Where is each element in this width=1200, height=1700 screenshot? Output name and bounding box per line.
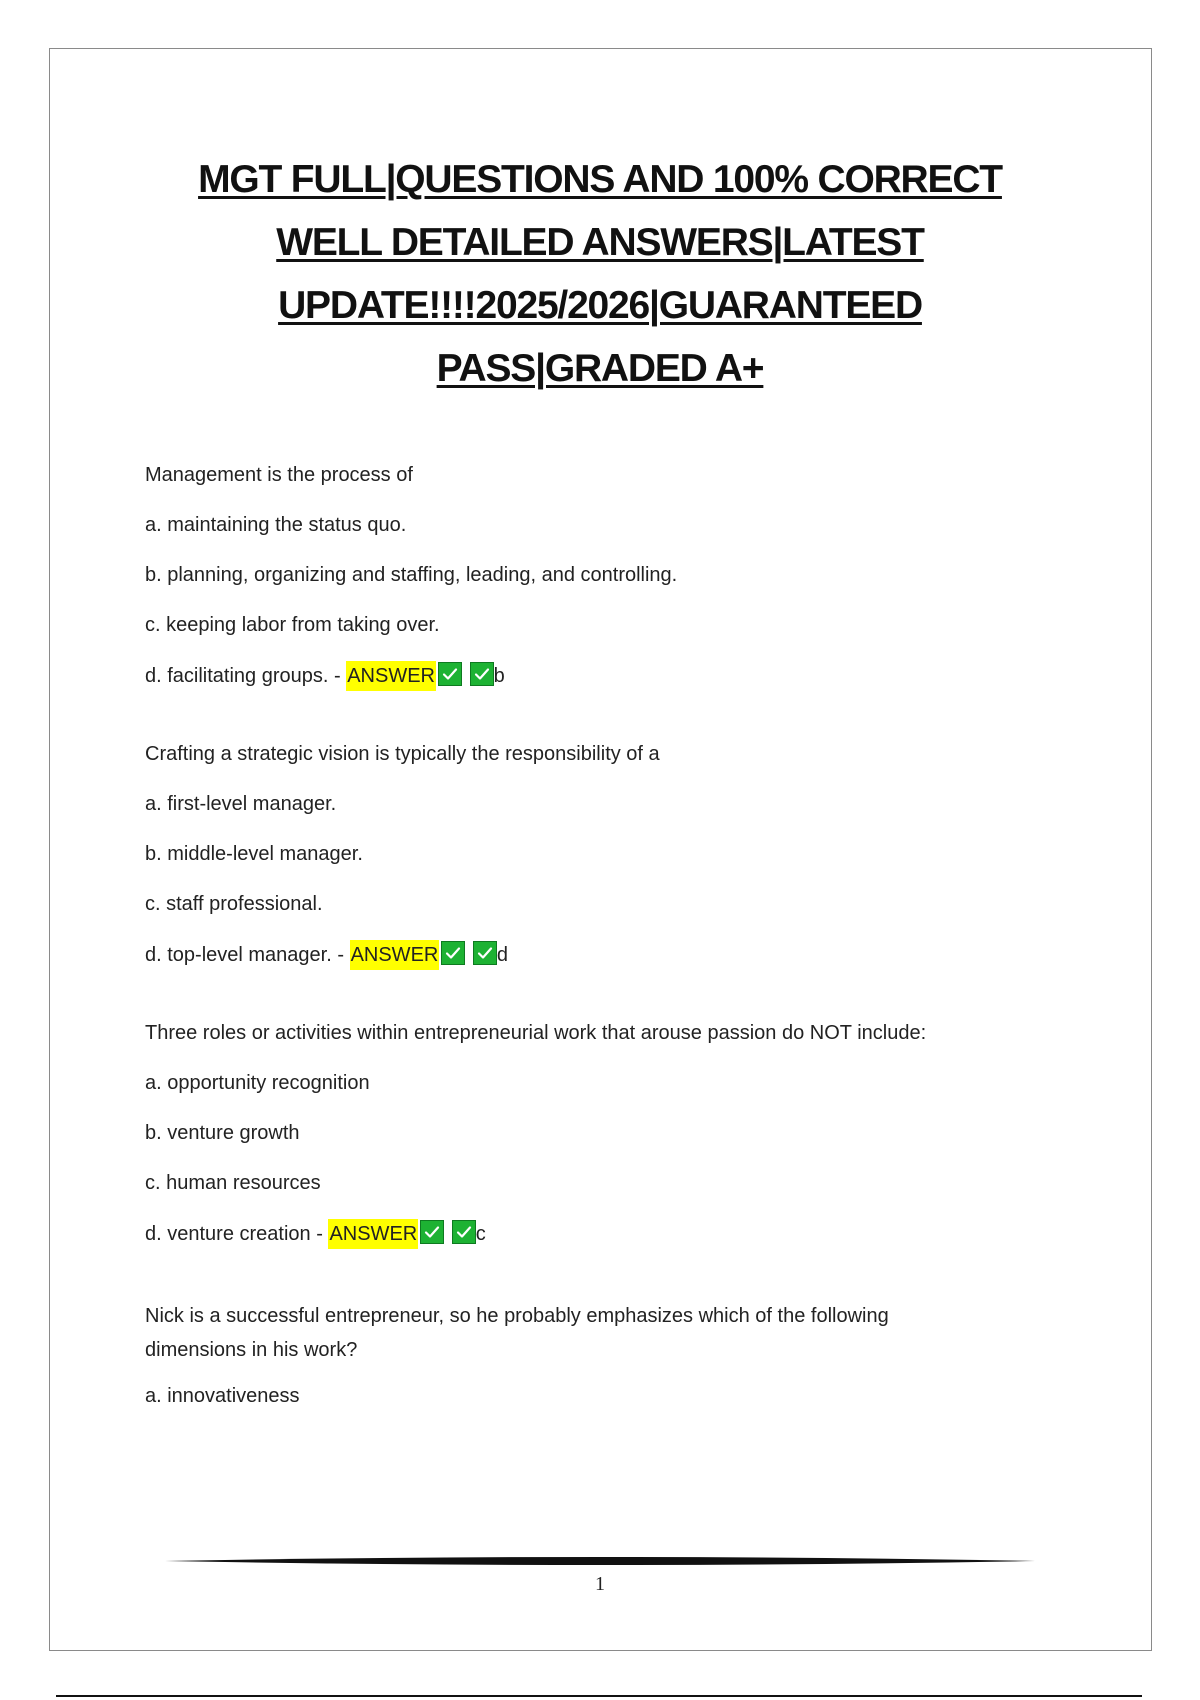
option-a: a. first-level manager. bbox=[145, 793, 337, 815]
option-d-with-answer bbox=[145, 662, 1045, 689]
check-box-icon bbox=[470, 662, 494, 686]
answer-value: d bbox=[496, 944, 509, 966]
page-bottom-rule bbox=[56, 1695, 1142, 1697]
question-text: Management is the process of bbox=[145, 464, 413, 486]
question-block bbox=[145, 1299, 1045, 1409]
option-c: c. human resources bbox=[145, 1172, 321, 1194]
page-number: 1 bbox=[595, 1573, 605, 1595]
document-title bbox=[150, 148, 1050, 400]
question-block bbox=[145, 1020, 1045, 1247]
check-box-icon bbox=[441, 941, 465, 965]
question-text: Three roles or activities within entrepreneurial work that arouse passion do NOT include: bbox=[145, 1022, 927, 1044]
question-block bbox=[145, 741, 1045, 968]
option-a: a. opportunity recognition bbox=[145, 1072, 370, 1094]
question-text: Nick is a successful entrepreneur, so he probably emphasizes which of the following dimensions in his work? bbox=[145, 1305, 889, 1361]
check-box-icon bbox=[473, 941, 497, 965]
option-d: d. top-level manager. - bbox=[145, 944, 344, 966]
question-list bbox=[145, 462, 1045, 1461]
title-line: WELL DETAILED ANSWERS|LATEST bbox=[276, 221, 924, 264]
option-d: d. venture creation - bbox=[145, 1223, 323, 1245]
title-line: MGT FULL|QUESTIONS AND 100% CORRECT bbox=[198, 158, 1002, 201]
option-d-with-answer bbox=[145, 941, 1045, 968]
title-line: PASS|GRADED A+ bbox=[436, 347, 764, 390]
check-box-icon bbox=[452, 1220, 476, 1244]
option-b: b. planning, organizing and staffing, leading, and controlling. bbox=[145, 564, 678, 586]
title-line: UPDATE!!!!2025/2026|GUARANTEED bbox=[278, 284, 922, 327]
option-c: c. staff professional. bbox=[145, 893, 323, 915]
option-a: a. maintaining the status quo. bbox=[145, 514, 407, 536]
answer-label: ANSWER bbox=[346, 661, 436, 691]
answer-label: ANSWER bbox=[350, 940, 440, 970]
option-b: b. middle-level manager. bbox=[145, 843, 363, 865]
answer-value: b bbox=[493, 665, 505, 687]
option-b: b. venture growth bbox=[145, 1122, 300, 1144]
check-box-icon bbox=[420, 1220, 444, 1244]
answer-label: ANSWER bbox=[328, 1219, 418, 1249]
answer-value: c bbox=[475, 1223, 486, 1245]
option-c: c. keeping labor from taking over. bbox=[145, 614, 440, 636]
check-box-icon bbox=[438, 662, 462, 686]
question-block bbox=[145, 462, 1045, 689]
option-d-with-answer bbox=[145, 1220, 1045, 1247]
question-text: Crafting a strategic vision is typically the responsibility of a bbox=[145, 743, 660, 765]
option-a: a. innovativeness bbox=[145, 1385, 300, 1407]
option-d: d. facilitating groups. - bbox=[145, 665, 341, 687]
footer-divider bbox=[165, 1555, 1035, 1567]
